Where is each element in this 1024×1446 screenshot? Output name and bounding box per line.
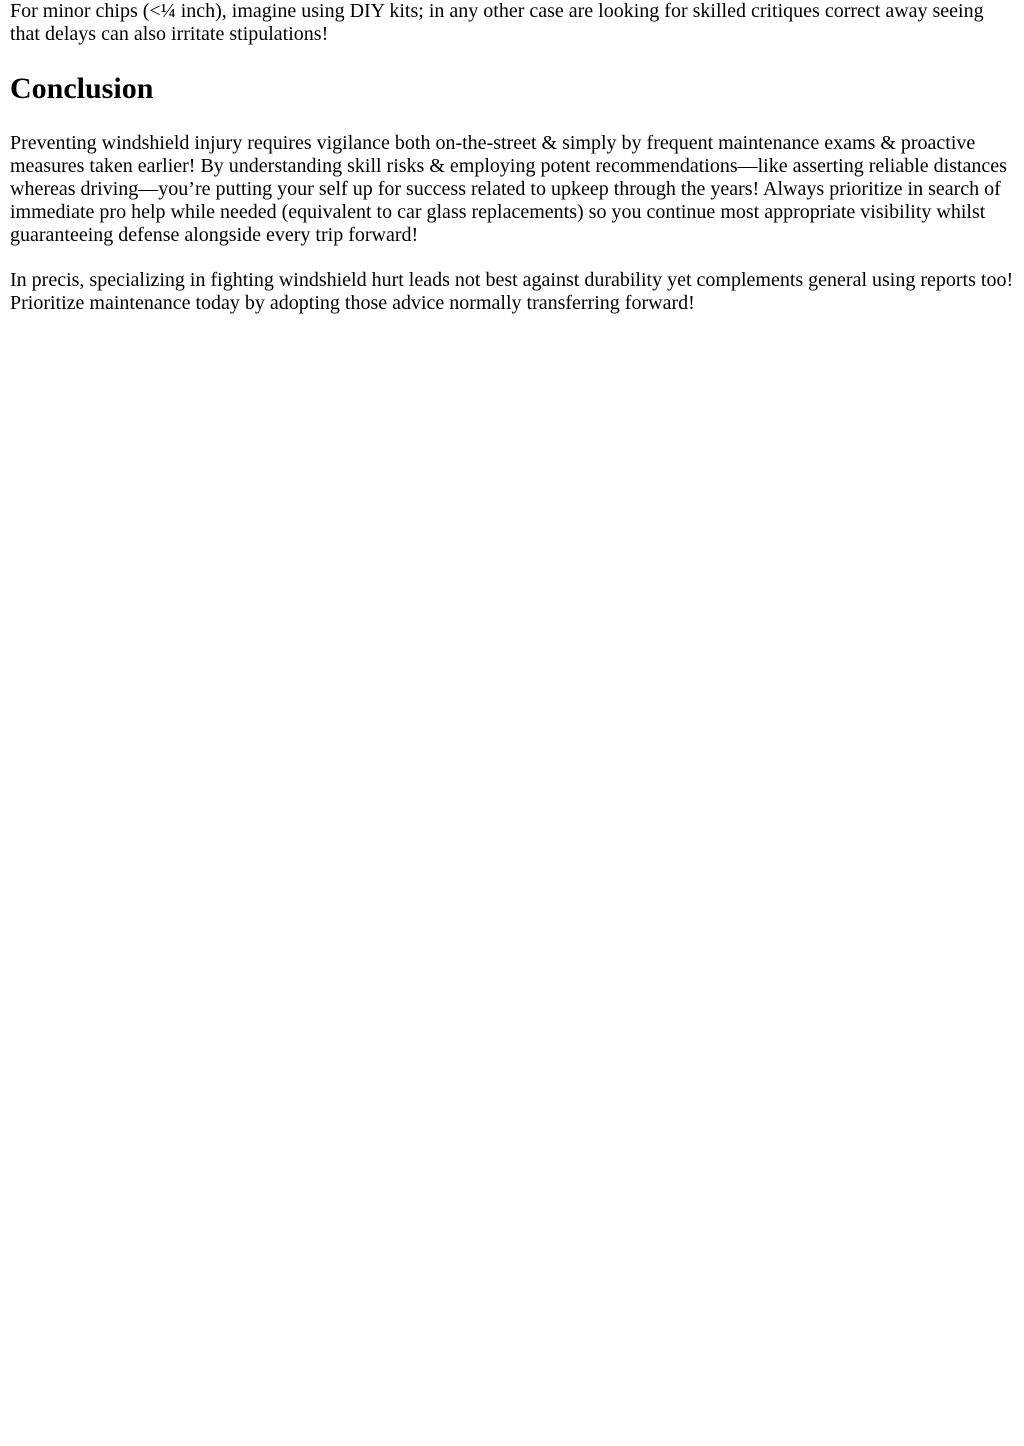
conclusion-paragraph-2: In precis, specializing in fighting windshield hurt leads not best against durability yet complements general using reports too! Prioritize maintenance today by adopting those advice normally transferring forward! — [10, 269, 1014, 314]
intro-paragraph: For minor chips (<¼ inch), imagine using DIY kits; in any other case are looking for skilled critiques correct away seeing that delays can also irritate stipulations! — [10, 0, 984, 45]
conclusion-heading: Conclusion — [10, 72, 154, 105]
conclusion-paragraph-1: Preventing windshield injury requires vigilance both on-the-street & simply by frequent maintenance exams & proactive measures taken earlier! By understanding skill risks & employing potent recommendations—like asserting reliable distances whereas driving—you’re putting your self up for success related to upkeep through the years! Always prioritize in search of immediate pro help while needed (equivalent to car glass replacements) so you continue most appropriate visibility whilst guaranteeing defense alongside every trip forward! — [10, 132, 1007, 246]
